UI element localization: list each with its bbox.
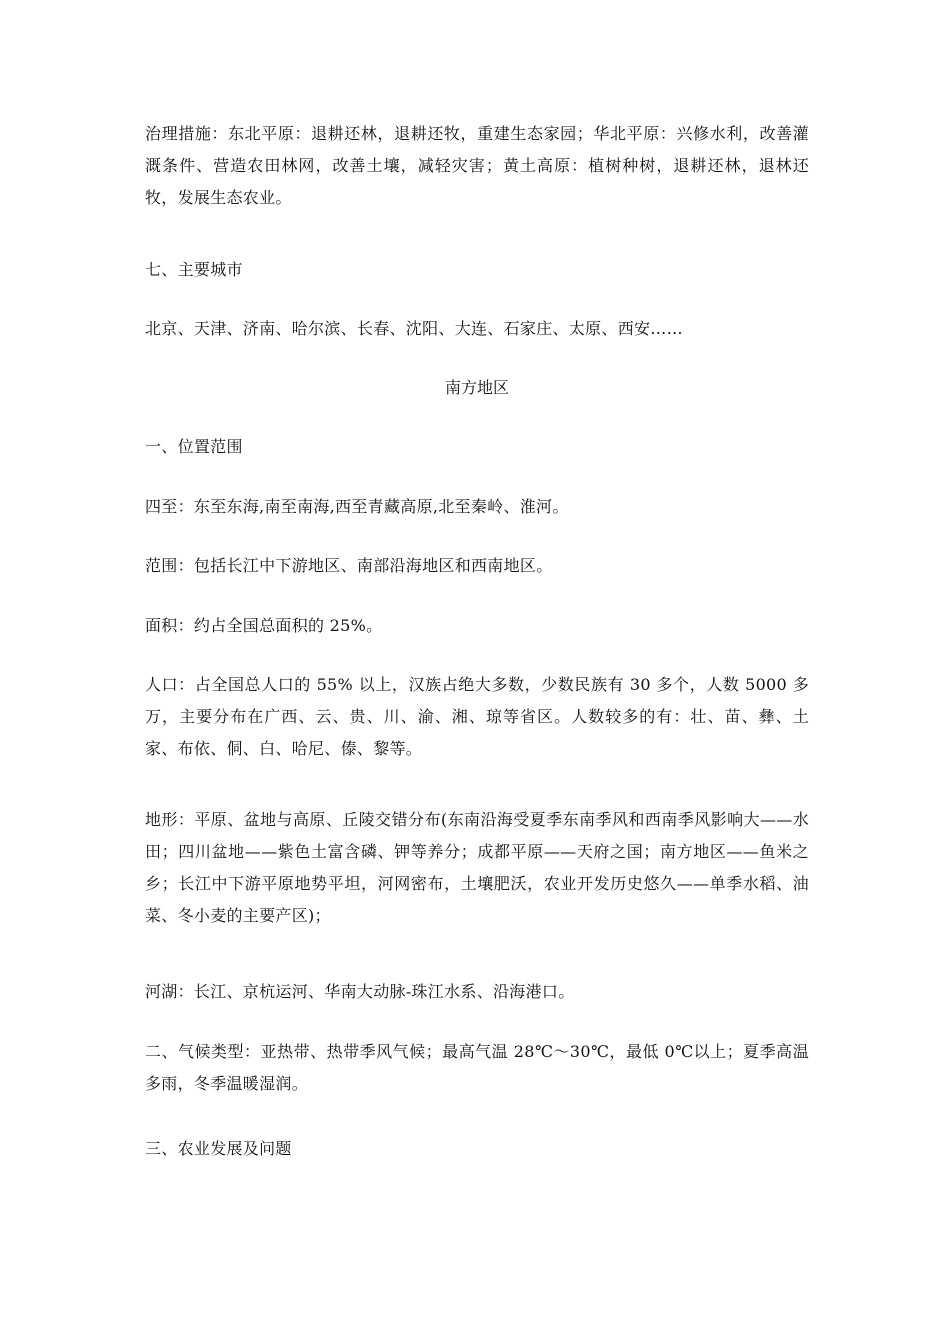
section-heading-major-cities: 七、主要城市 bbox=[145, 260, 243, 279]
page-title: 南方地区 bbox=[444, 378, 509, 397]
paragraph-boundaries: 四至：东至东海,南至南海,西至青藏高原,北至秦岭、淮河。 bbox=[145, 497, 569, 516]
paragraph-rivers-lakes: 河湖：长江、京杭运河、华南大动脉-珠江水系、沿海港口。 bbox=[145, 982, 575, 1001]
section-heading-agriculture: 三、农业发展及问题 bbox=[145, 1139, 292, 1158]
paragraph-area: 面积：约占全国总面积的 25%。 bbox=[145, 616, 383, 635]
paragraph-treatment-measures: 治理措施：东北平原：退耕还林，退耕还牧，重建生态家园；华北平原：兴修水利，改善灌溉条件、营造农田林网，改善土壤，减轻灾害；黄土高原：植树种树，退耕还林，退林还牧，发展生态农业。 bbox=[145, 124, 809, 207]
section-heading-location: 一、位置范围 bbox=[145, 437, 243, 456]
paragraph-city-list: 北京、天津、济南、哈尔滨、长春、沈阳、大连、石家庄、太原、西安…… bbox=[145, 319, 683, 338]
paragraph-climate: 二、气候类型：亚热带、热带季风气候；最高气温 28℃～30℃，最低 0℃以上；夏季高温多雨，冬季温暖湿润。 bbox=[145, 1042, 809, 1093]
paragraph-scope: 范围：包括长江中下游地区、南部沿海地区和西南地区。 bbox=[145, 556, 553, 575]
paragraph-population: 人口：占全国总人口的 55% 以上，汉族占绝大多数，少数民族有 30 多个，人数 5000 多万，主要分布在广西、云、贵、川、渝、湘、琼等省区。人数较多的有：壮、苗、彝、土家、布依、侗、白、哈尼、傣、黎等。 bbox=[145, 675, 809, 758]
paragraph-terrain: 地形：平原、盆地与高原、丘陵交错分布(东南沿海受夏季东南季风和西南季风影响大——水田；四川盆地——紫色土富含磷、钾等养分；成都平原——天府之国；南方地区——鱼米之乡；长江中下游平原地势平坦，河网密布，土壤肥沃，农业开发历史悠久——单季水稻、油菜、冬小麦的主要产区)； bbox=[145, 810, 809, 925]
